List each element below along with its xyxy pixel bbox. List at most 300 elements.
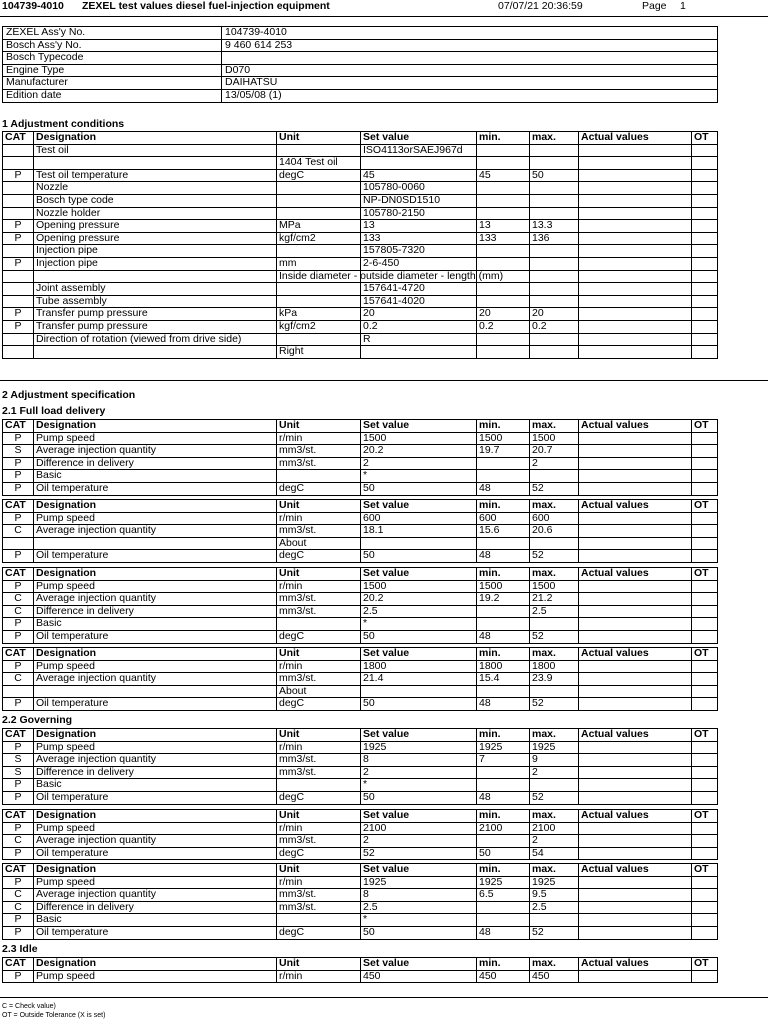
ot-cell xyxy=(692,283,718,296)
designation-cell xyxy=(34,270,277,283)
min-cell: 1925 xyxy=(477,876,530,889)
col-header-set-value: Set value xyxy=(361,568,477,581)
actual-values-cell xyxy=(579,283,692,296)
unit-cell: r/min xyxy=(277,580,361,593)
unit-cell: About xyxy=(277,685,361,698)
designation-cell: Average injection quantity xyxy=(34,889,277,902)
ot-cell xyxy=(692,144,718,157)
designation-cell: Average injection quantity xyxy=(34,754,277,767)
cat-cell: S xyxy=(3,754,34,767)
set-value-cell: 8 xyxy=(361,889,477,902)
max-cell: 2.5 xyxy=(530,901,579,914)
actual-values-cell xyxy=(579,537,692,550)
cat-cell xyxy=(3,333,34,346)
table-row xyxy=(3,207,718,220)
designation-cell: Difference in delivery xyxy=(34,457,277,470)
ot-cell xyxy=(692,207,718,220)
table-header-row xyxy=(3,568,718,581)
actual-values-cell xyxy=(579,822,692,835)
table-row xyxy=(3,308,718,321)
col-header-max: max. xyxy=(530,568,579,581)
set-value-cell: 45 xyxy=(361,169,477,182)
min-cell: 48 xyxy=(477,630,530,643)
max-cell: 52 xyxy=(530,926,579,939)
ot-cell xyxy=(692,791,718,804)
table-row xyxy=(3,605,718,618)
unit-cell: kgf/cm2 xyxy=(277,320,361,333)
cat-cell xyxy=(3,245,34,258)
unit-cell: mm3/st. xyxy=(277,673,361,686)
info-label: Manufacturer xyxy=(3,77,222,90)
ot-cell xyxy=(692,779,718,792)
col-header-unit: Unit xyxy=(277,132,361,145)
set-value-cell: * xyxy=(361,779,477,792)
ot-cell xyxy=(692,270,718,283)
designation-cell: Oil temperature xyxy=(34,482,277,495)
info-label: Edition date xyxy=(3,89,222,102)
max-cell: 1925 xyxy=(530,876,579,889)
actual-values-cell xyxy=(579,470,692,483)
col-header-max: max. xyxy=(530,729,579,742)
actual-values-cell xyxy=(579,970,692,983)
col-header-ot: OT xyxy=(692,648,718,661)
ot-cell xyxy=(692,580,718,593)
col-header-actual-values: Actual values xyxy=(579,132,692,145)
actual-values-cell xyxy=(579,245,692,258)
governing-table-1 xyxy=(2,728,718,805)
col-header-unit: Unit xyxy=(277,810,361,823)
col-header-max: max. xyxy=(530,500,579,513)
ot-cell xyxy=(692,605,718,618)
cat-cell: P xyxy=(3,550,34,563)
col-header-min: min. xyxy=(477,648,530,661)
section-heading-adjustment-conditions: 1 Adjustment conditions xyxy=(2,118,125,130)
set-value-cell xyxy=(361,537,477,550)
cat-cell xyxy=(3,295,34,308)
cat-cell: P xyxy=(3,926,34,939)
print-datetime: 07/07/21 20:36:59 xyxy=(498,0,583,12)
idle-table xyxy=(2,957,718,983)
designation-cell: Pump speed xyxy=(34,822,277,835)
ot-cell xyxy=(692,432,718,445)
col-header-set-value: Set value xyxy=(361,420,477,433)
section-rule xyxy=(0,380,768,381)
max-cell: 52 xyxy=(530,482,579,495)
max-cell: 1500 xyxy=(530,580,579,593)
max-cell: 136 xyxy=(530,232,579,245)
cat-cell: P xyxy=(3,791,34,804)
actual-values-cell xyxy=(579,618,692,631)
unit-cell xyxy=(277,144,361,157)
actual-values-cell xyxy=(579,270,692,283)
col-header-unit: Unit xyxy=(277,568,361,581)
unit-cell: r/min xyxy=(277,432,361,445)
set-value-cell: * xyxy=(361,914,477,927)
col-header-cat: CAT xyxy=(3,729,34,742)
designation-cell: Difference in delivery xyxy=(34,766,277,779)
cat-cell: C xyxy=(3,525,34,538)
info-value: 13/05/08 (1) xyxy=(222,89,718,102)
set-value-cell: 0.2 xyxy=(361,320,477,333)
set-value-cell: 600 xyxy=(361,512,477,525)
col-header-min: min. xyxy=(477,568,530,581)
max-cell: 1800 xyxy=(530,660,579,673)
min-cell: 2100 xyxy=(477,822,530,835)
max-cell: 52 xyxy=(530,630,579,643)
unit-cell xyxy=(277,194,361,207)
unit-cell: mm3/st. xyxy=(277,457,361,470)
table-row xyxy=(3,914,718,927)
min-cell xyxy=(477,346,530,359)
unit-cell: mm3/st. xyxy=(277,593,361,606)
table-row xyxy=(3,822,718,835)
cat-cell: P xyxy=(3,257,34,270)
max-cell: 2100 xyxy=(530,822,579,835)
designation-cell: Pump speed xyxy=(34,876,277,889)
max-cell: 20.7 xyxy=(530,445,579,458)
min-cell: 50 xyxy=(477,847,530,860)
max-cell xyxy=(530,207,579,220)
designation-cell: Test oil xyxy=(34,144,277,157)
governing-table-3 xyxy=(2,863,718,940)
ot-cell xyxy=(692,194,718,207)
table-row xyxy=(3,550,718,563)
table-header-row xyxy=(3,729,718,742)
ot-cell xyxy=(692,470,718,483)
designation-cell: Injection pipe xyxy=(34,257,277,270)
cat-cell: P xyxy=(3,698,34,711)
unit-cell: degC xyxy=(277,926,361,939)
col-header-unit: Unit xyxy=(277,420,361,433)
min-cell xyxy=(477,245,530,258)
set-value-cell: * xyxy=(361,470,477,483)
min-cell: 19.7 xyxy=(477,445,530,458)
table-row xyxy=(3,754,718,767)
actual-values-cell xyxy=(579,630,692,643)
min-cell: 48 xyxy=(477,698,530,711)
max-cell xyxy=(530,257,579,270)
min-cell xyxy=(477,618,530,631)
ot-cell xyxy=(692,822,718,835)
designation-cell: Pump speed xyxy=(34,741,277,754)
ot-cell xyxy=(692,457,718,470)
col-header-designation: Designation xyxy=(34,958,277,971)
unit-cell: Inside diameter - outside diameter - length (mm) xyxy=(277,270,361,283)
actual-values-cell xyxy=(579,257,692,270)
cat-cell xyxy=(3,157,34,170)
max-cell: 20 xyxy=(530,308,579,321)
actual-values-cell xyxy=(579,741,692,754)
set-value-cell: 1500 xyxy=(361,432,477,445)
cat-cell xyxy=(3,346,34,359)
col-header-cat: CAT xyxy=(3,500,34,513)
col-header-min: min. xyxy=(477,810,530,823)
actual-values-cell xyxy=(579,445,692,458)
col-header-max: max. xyxy=(530,958,579,971)
unit-cell: About xyxy=(277,537,361,550)
min-cell: 45 xyxy=(477,169,530,182)
unit-cell: mm3/st. xyxy=(277,605,361,618)
col-header-designation: Designation xyxy=(34,864,277,877)
actual-values-cell xyxy=(579,605,692,618)
ot-cell xyxy=(692,308,718,321)
set-value-cell: 105780-2150 xyxy=(361,207,477,220)
designation-cell: Injection pipe xyxy=(34,245,277,258)
table-row xyxy=(3,970,718,983)
cat-cell: P xyxy=(3,482,34,495)
cat-cell xyxy=(3,685,34,698)
cat-cell: C xyxy=(3,901,34,914)
designation-cell: Pump speed xyxy=(34,580,277,593)
info-value xyxy=(222,52,718,65)
designation-cell: Average injection quantity xyxy=(34,673,277,686)
unit-cell: r/min xyxy=(277,741,361,754)
max-cell xyxy=(530,914,579,927)
designation-cell: Pump speed xyxy=(34,432,277,445)
col-header-max: max. xyxy=(530,648,579,661)
designation-cell: Direction of rotation (viewed from drive side) xyxy=(34,333,277,346)
set-value-cell: 20.2 xyxy=(361,593,477,606)
cat-cell: C xyxy=(3,605,34,618)
col-header-unit: Unit xyxy=(277,864,361,877)
set-value-cell: * xyxy=(361,618,477,631)
table-row xyxy=(3,791,718,804)
footer-legend-outside-tolerance: OT = Outside Tolerance (X is set) xyxy=(2,1012,106,1019)
table-row xyxy=(3,169,718,182)
max-cell xyxy=(530,245,579,258)
col-header-ot: OT xyxy=(692,500,718,513)
col-header-ot: OT xyxy=(692,132,718,145)
designation-cell: Difference in delivery xyxy=(34,605,277,618)
ot-cell xyxy=(692,525,718,538)
min-cell: 15.6 xyxy=(477,525,530,538)
min-cell: 133 xyxy=(477,232,530,245)
min-cell xyxy=(477,779,530,792)
max-cell: 450 xyxy=(530,970,579,983)
ot-cell xyxy=(692,766,718,779)
table-row xyxy=(3,157,718,170)
table-row xyxy=(3,876,718,889)
ot-cell xyxy=(692,169,718,182)
table-row xyxy=(3,512,718,525)
set-value-cell: 450 xyxy=(361,970,477,983)
full-load-table-3 xyxy=(2,567,718,644)
designation-cell xyxy=(34,685,277,698)
ot-cell xyxy=(692,660,718,673)
cat-cell: P xyxy=(3,630,34,643)
actual-values-cell xyxy=(579,169,692,182)
section-heading-full-load-delivery: 2.1 Full load delivery xyxy=(2,405,106,417)
col-header-unit: Unit xyxy=(277,729,361,742)
set-value-cell: 1500 xyxy=(361,580,477,593)
col-header-max: max. xyxy=(530,864,579,877)
min-cell: 0.2 xyxy=(477,320,530,333)
min-cell xyxy=(477,835,530,848)
table-row xyxy=(3,901,718,914)
set-value-cell xyxy=(361,346,477,359)
actual-values-cell xyxy=(579,207,692,220)
info-value: D070 xyxy=(222,64,718,77)
max-cell: 2.5 xyxy=(530,605,579,618)
ot-cell xyxy=(692,157,718,170)
max-cell: 52 xyxy=(530,550,579,563)
info-value: 9 460 614 253 xyxy=(222,39,718,52)
ot-cell xyxy=(692,245,718,258)
table-row xyxy=(3,220,718,233)
actual-values-cell xyxy=(579,580,692,593)
table-row xyxy=(3,194,718,207)
table-header-row xyxy=(3,132,718,145)
info-row xyxy=(3,64,718,77)
col-header-set-value: Set value xyxy=(361,648,477,661)
table-row xyxy=(3,182,718,195)
table-row xyxy=(3,741,718,754)
actual-values-cell xyxy=(579,673,692,686)
unit-cell: mm xyxy=(277,257,361,270)
designation-cell: Oil temperature xyxy=(34,926,277,939)
cat-cell: P xyxy=(3,470,34,483)
info-label: Bosch Ass'y No. xyxy=(3,39,222,52)
table-row xyxy=(3,346,718,359)
min-cell xyxy=(477,207,530,220)
table-row xyxy=(3,926,718,939)
table-header-row xyxy=(3,810,718,823)
governing-table-2 xyxy=(2,809,718,860)
table-row xyxy=(3,537,718,550)
unit-cell: mm3/st. xyxy=(277,754,361,767)
max-cell xyxy=(530,295,579,308)
col-header-actual-values: Actual values xyxy=(579,648,692,661)
set-value-cell: 8 xyxy=(361,754,477,767)
unit-cell: MPa xyxy=(277,220,361,233)
designation-cell: Oil temperature xyxy=(34,791,277,804)
max-cell xyxy=(530,144,579,157)
footer-legend-check-value: C = Check value) xyxy=(2,1003,56,1010)
col-header-designation: Designation xyxy=(34,132,277,145)
cat-cell: P xyxy=(3,741,34,754)
unit-cell xyxy=(277,283,361,296)
set-value-cell: 13 xyxy=(361,220,477,233)
col-header-unit: Unit xyxy=(277,958,361,971)
designation-cell: Basic xyxy=(34,914,277,927)
actual-values-cell xyxy=(579,308,692,321)
col-header-set-value: Set value xyxy=(361,729,477,742)
ot-cell xyxy=(692,232,718,245)
set-value-cell: 2 xyxy=(361,835,477,848)
cat-cell xyxy=(3,194,34,207)
table-header-row xyxy=(3,500,718,513)
col-header-set-value: Set value xyxy=(361,864,477,877)
set-value-cell: 18.1 xyxy=(361,525,477,538)
table-row xyxy=(3,660,718,673)
ot-cell xyxy=(692,847,718,860)
min-cell: 1500 xyxy=(477,580,530,593)
col-header-ot: OT xyxy=(692,568,718,581)
full-load-table-2 xyxy=(2,499,718,563)
ot-cell xyxy=(692,698,718,711)
max-cell xyxy=(530,779,579,792)
designation-cell: Transfer pump pressure xyxy=(34,308,277,321)
page-header xyxy=(0,0,768,16)
ot-cell xyxy=(692,593,718,606)
designation-cell: Oil temperature xyxy=(34,698,277,711)
min-cell: 6.5 xyxy=(477,889,530,902)
col-header-ot: OT xyxy=(692,420,718,433)
cat-cell xyxy=(3,182,34,195)
unit-cell xyxy=(277,245,361,258)
designation-cell xyxy=(34,346,277,359)
set-value-cell: ISO4113orSAEJ967d xyxy=(361,144,477,157)
max-cell: 0.2 xyxy=(530,320,579,333)
max-cell: 9.5 xyxy=(530,889,579,902)
cat-cell: C xyxy=(3,673,34,686)
col-header-unit: Unit xyxy=(277,648,361,661)
col-header-cat: CAT xyxy=(3,958,34,971)
col-header-cat: CAT xyxy=(3,864,34,877)
max-cell: 52 xyxy=(530,698,579,711)
actual-values-cell xyxy=(579,182,692,195)
ot-cell xyxy=(692,914,718,927)
designation-cell xyxy=(34,157,277,170)
actual-values-cell xyxy=(579,835,692,848)
unit-cell: kPa xyxy=(277,308,361,321)
info-label: ZEXEL Ass'y No. xyxy=(3,27,222,40)
actual-values-cell xyxy=(579,779,692,792)
cat-cell: P xyxy=(3,232,34,245)
page-label: Page xyxy=(642,0,667,12)
unit-cell: kgf/cm2 xyxy=(277,232,361,245)
cat-cell: P xyxy=(3,169,34,182)
col-header-max: max. xyxy=(530,132,579,145)
cat-cell xyxy=(3,537,34,550)
min-cell xyxy=(477,333,530,346)
designation-cell: Opening pressure xyxy=(34,220,277,233)
ot-cell xyxy=(692,630,718,643)
designation-cell: Tube assembly xyxy=(34,295,277,308)
set-value-cell: 50 xyxy=(361,791,477,804)
max-cell: 20.6 xyxy=(530,525,579,538)
designation-cell: Nozzle holder xyxy=(34,207,277,220)
table-row xyxy=(3,698,718,711)
ot-cell xyxy=(692,346,718,359)
designation-cell: Basic xyxy=(34,470,277,483)
min-cell xyxy=(477,457,530,470)
cat-cell: P xyxy=(3,580,34,593)
info-row xyxy=(3,89,718,102)
min-cell xyxy=(477,182,530,195)
col-header-ot: OT xyxy=(692,810,718,823)
set-value-cell: 50 xyxy=(361,926,477,939)
set-value-cell: 52 xyxy=(361,847,477,860)
ot-cell xyxy=(692,220,718,233)
unit-cell: r/min xyxy=(277,660,361,673)
max-cell: 13.3 xyxy=(530,220,579,233)
designation-cell: Opening pressure xyxy=(34,232,277,245)
cat-cell: P xyxy=(3,308,34,321)
min-cell xyxy=(477,605,530,618)
designation-cell: Average injection quantity xyxy=(34,835,277,848)
min-cell: 1800 xyxy=(477,660,530,673)
actual-values-cell xyxy=(579,685,692,698)
table-row xyxy=(3,779,718,792)
section-heading-idle: 2.3 Idle xyxy=(2,943,38,955)
col-header-max: max. xyxy=(530,810,579,823)
max-cell: 52 xyxy=(530,791,579,804)
ot-cell xyxy=(692,970,718,983)
unit-cell: degC xyxy=(277,550,361,563)
unit-cell: degC xyxy=(277,630,361,643)
ot-cell xyxy=(692,876,718,889)
